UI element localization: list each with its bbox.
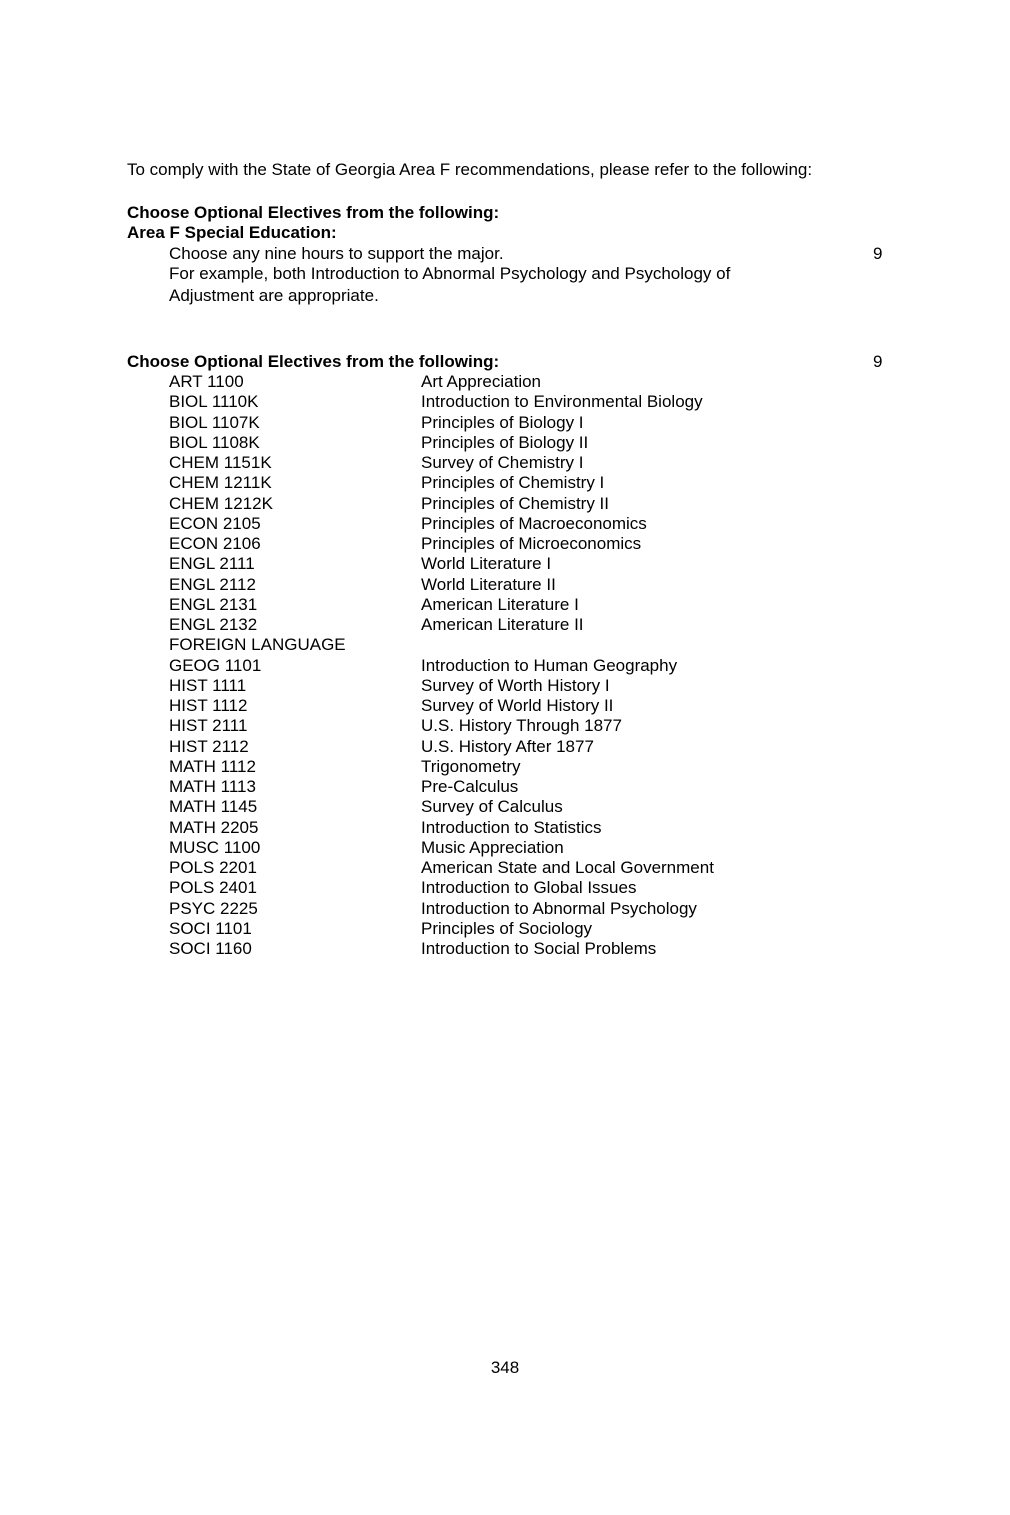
course-title: American State and Local Government xyxy=(421,858,714,877)
course-title: Survey of Worth History I xyxy=(421,675,610,695)
intro-text: To comply with the State of Georgia Area F recommendations, please refer to the following: xyxy=(127,160,813,179)
course-title: Survey of Calculus xyxy=(421,797,563,817)
course-title: Survey of Chemistry I xyxy=(421,453,584,472)
course-code: POLS 2401 xyxy=(169,878,257,898)
course-code: ART 1100 xyxy=(169,372,244,391)
course-code: MUSC 1100 xyxy=(169,837,261,857)
course-code: BIOL 1107K xyxy=(169,412,260,432)
course-title: American Literature II xyxy=(421,615,584,634)
course-code: ENGL 2132 xyxy=(169,615,258,634)
page-number: 348 xyxy=(490,1358,520,1377)
course-title: Principles of Chemistry II xyxy=(421,493,609,513)
course-code: HIST 1112 xyxy=(169,696,248,715)
course-code: PSYC 2225 xyxy=(169,898,258,918)
course-title: Principles of Sociology xyxy=(421,918,593,938)
course-title: World Literature II xyxy=(421,574,556,594)
section1-hours: 9 xyxy=(873,244,883,263)
course-code: HIST 2112 xyxy=(169,736,249,756)
course-title: Principles of Biology I xyxy=(421,412,584,432)
course-title: Introduction to Human Geography xyxy=(421,655,678,675)
course-code: MATH 1112 xyxy=(169,756,256,776)
course-title: Principles of Biology II xyxy=(421,432,589,452)
section1-subheading: Area F Special Education: xyxy=(127,223,337,242)
course-title: Pre-Calculus xyxy=(421,777,519,796)
course-title: U.S. History Through 1877 xyxy=(421,716,622,736)
course-code: SOCI 1101 xyxy=(169,918,252,938)
course-code: BIOL 1108K xyxy=(169,432,260,452)
course-code: ENGL 2112 xyxy=(169,574,256,594)
course-code: MATH 2205 xyxy=(169,817,259,837)
course-code: CHEM 1211K xyxy=(169,473,272,493)
course-code: FOREIGN LANGUAGE xyxy=(169,635,346,655)
course-code: HIST 1111 xyxy=(169,675,247,695)
course-title: Art Appreciation xyxy=(421,372,542,391)
course-title: Survey of World History II xyxy=(421,696,614,715)
course-code: SOCI 1160 xyxy=(169,939,252,958)
course-code: BIOL 1110K xyxy=(169,392,259,412)
course-title: Principles of Chemistry I xyxy=(421,473,605,493)
course-title: Introduction to Abnormal Psychology xyxy=(421,898,697,918)
course-code: HIST 2111 xyxy=(169,716,248,736)
course-code: CHEM 1151K xyxy=(169,453,272,472)
course-title: Introduction to Environmental Biology xyxy=(421,392,703,412)
course-title: Principles of Macroeconomics xyxy=(421,513,647,533)
section1-line2: For example, both Introduction to Abnormal Psychology and Psychology of xyxy=(169,264,731,283)
course-code: GEOG 1101 xyxy=(169,655,262,675)
section1-line3: Adjustment are appropriate. xyxy=(169,286,379,305)
course-code: MATH 1113 xyxy=(169,777,256,796)
course-title: Principles of Microeconomics xyxy=(421,534,642,553)
section2-hours: 9 xyxy=(873,352,883,371)
course-title: Music Appreciation xyxy=(421,837,564,857)
course-title: Introduction to Statistics xyxy=(421,817,602,837)
course-title: World Literature I xyxy=(421,554,552,574)
section1-line1: Choose any nine hours to support the major. xyxy=(169,244,504,263)
course-code: ENGL 2131 xyxy=(169,594,258,614)
course-code: ENGL 2111 xyxy=(169,554,255,574)
course-code: ECON 2105 xyxy=(169,513,261,533)
course-title: American Literature I xyxy=(421,594,579,614)
course-title: Introduction to Social Problems xyxy=(421,939,657,958)
course-code: POLS 2201 xyxy=(169,858,257,877)
course-code: MATH 1145 xyxy=(169,797,258,817)
course-code: CHEM 1212K xyxy=(169,493,273,513)
course-title: U.S. History After 1877 xyxy=(421,736,594,756)
course-title: Trigonometry xyxy=(421,756,521,776)
section1-heading: Choose Optional Electives from the following: xyxy=(127,203,500,222)
section2-heading: Choose Optional Electives from the following: xyxy=(127,352,500,371)
course-code: ECON 2106 xyxy=(169,534,261,553)
course-title: Introduction to Global Issues xyxy=(421,878,637,898)
